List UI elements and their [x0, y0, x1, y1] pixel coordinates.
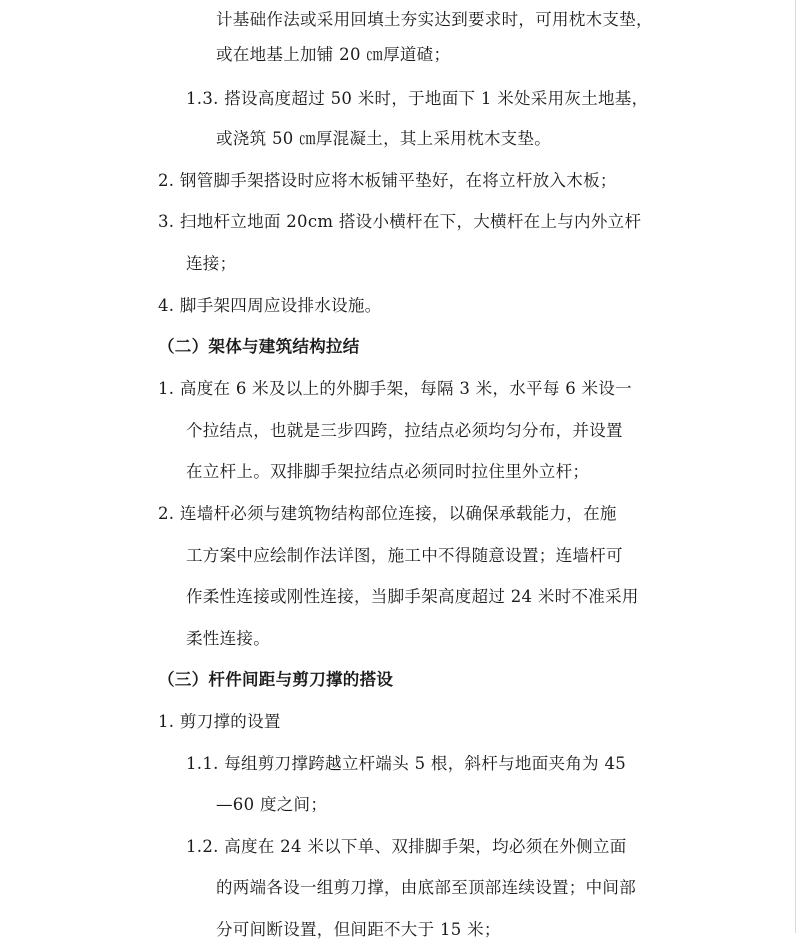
text-line: 的两端各设一组剪刀撑，由底部至顶部连续设置；中间部	[216, 878, 636, 897]
list-item: 1. 高度在 6 米及以上的外脚手架，每隔 3 米，水平每 6 米设一	[158, 379, 632, 398]
list-item: 2. 钢管脚手架搭设时应将木板铺平垫好，在将立杆放入木板；	[158, 171, 617, 190]
text-line: 或浇筑 50 ㎝厚混凝土，其上采用枕木支垫。	[216, 129, 552, 148]
list-item: 4. 脚手架四周应设排水设施。	[158, 296, 382, 315]
list-item: 1.1. 每组剪刀撑跨越立杆端头 5 根，斜杆与地面夹角为 45	[186, 754, 627, 773]
text-line: 或在地基上加铺 20 ㎝厚道碴；	[216, 45, 451, 64]
list-item: 1.3. 搭设高度超过 50 米时，于地面下 1 米处采用灰土地基，	[186, 89, 649, 108]
text-line: 个拉结点，也就是三步四跨，拉结点必须均匀分布，并设置	[186, 421, 623, 440]
text-line: 工方案中应绘制作法详图，施工中不得随意设置；连墙杆可	[186, 546, 623, 565]
text-line: 柔性连接。	[186, 629, 270, 648]
list-item: 2. 连墙杆必须与建筑物结构部位连接，以确保承载能力，在施	[158, 504, 617, 523]
text-line: —60 度之间；	[216, 795, 328, 814]
list-item: 1. 剪刀撑的设置	[158, 712, 281, 731]
text-line: 在立杆上。双排脚手架拉结点必须同时拉住里外立杆；	[186, 462, 590, 481]
text-line: 分可间断设置，但间距不大于 15 米；	[216, 920, 501, 939]
list-item: 3. 扫地杆立地面 20cm 搭设小横杆在下，大横杆在上与内外立杆	[158, 212, 642, 231]
text-line: 作柔性连接或刚性连接，当脚手架高度超过 24 米时不准采用	[186, 587, 639, 606]
text-line: 连接；	[186, 254, 237, 273]
list-item: 1.2. 高度在 24 米以下单、双排脚手架，均必须在外侧立面	[186, 837, 627, 856]
section-heading: （三）杆件间距与剪刀撑的搭设	[158, 670, 394, 689]
text-line: 计基础作法或采用回填土夯实达到要求时，可用枕木支垫，	[216, 10, 653, 29]
section-heading: （二）架体与建筑结构拉结	[158, 337, 360, 356]
